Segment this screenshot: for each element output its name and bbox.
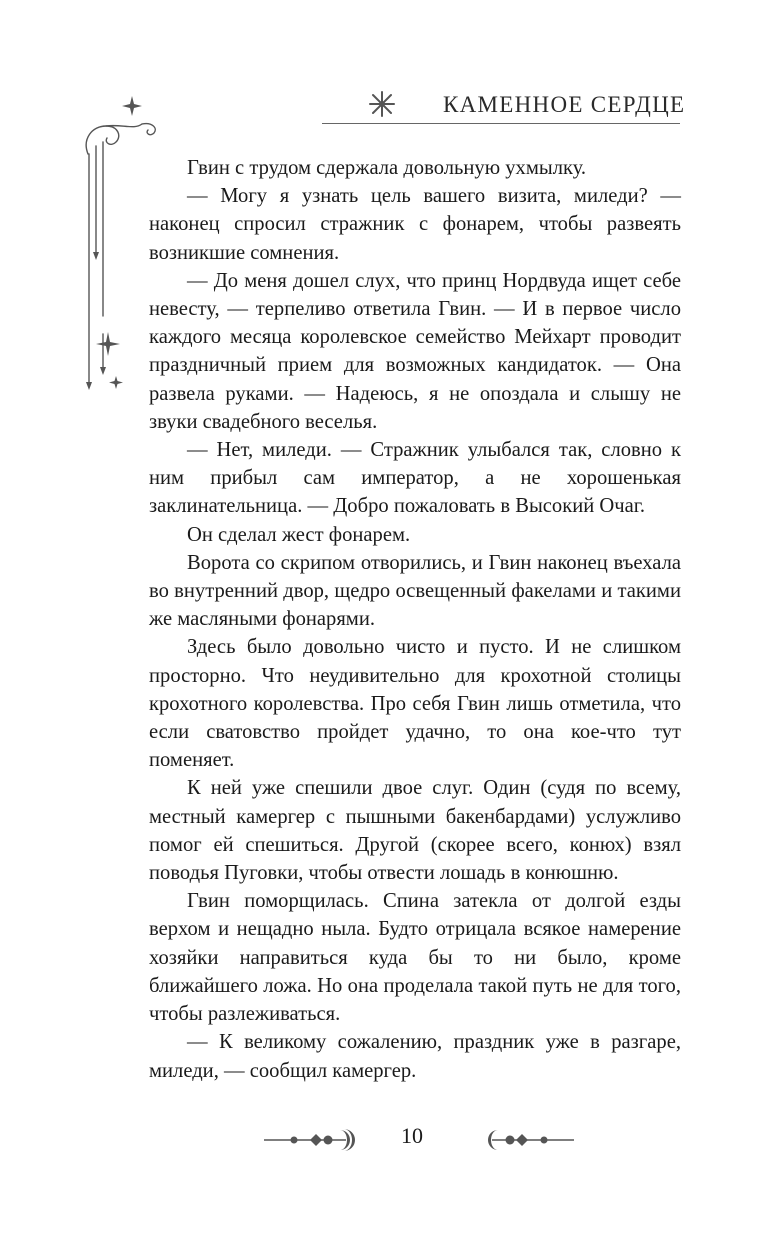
star-burst-icon	[368, 90, 396, 118]
paragraph: Гвин с трудом сдержала довольную ухмылку.	[187, 157, 587, 179]
running-header-title: КАМЕННОЕ СЕРДЦЕ	[443, 92, 686, 117]
main-text	[149, 154, 681, 1085]
moon-dots-ornament-icon	[264, 1125, 368, 1155]
paragraph: Здесь было довольно чисто и пусто. И не слишком просторно. Что неудивительно для крохотной столицы крохотного королевства. Про себя Гвин лишь отметила, что если сватовство пройдет удачно, то она кое-что тут поменяет.	[149, 636, 681, 772]
paragraph: — Нет, миледи. — Стражник улыбался так, словно к ним прибыл сам император, а не хорошенькая заклинательница. — Добро пожаловать в Высокий Очаг.	[149, 439, 681, 518]
paragraph: — К великому сожалению, праздник уже в разгаре, миледи, — сообщил камергер.	[149, 1031, 681, 1082]
paragraph: Ворота со скрипом отворились, и Гвин наконец въехала во внутренний двор, щедро освещенный факелами и такими же масляными фонарями.	[149, 551, 681, 631]
moon-dots-ornament-icon	[470, 1125, 574, 1155]
paragraph: Он сделал жест фонарем.	[187, 523, 411, 546]
paragraph: — До меня дошел слух, что принц Нордвуда ищет себе невесту, — терпеливо ответила Гвин. — И в первое число каждого месяца королевское семейство Мейхарт проводит праздничный прием для возможных кандидаток. — Она развела руками. — Надеюсь, я не опоздала и слышу не звуки свадебного веселья.	[149, 269, 681, 433]
paragraph: Гвин поморщилась. Спина затекла от долгой езды верхом и нещадно ныла. Будто отрицала всякое намерение хозяйки направиться куда бы то ни было, кроме ближайшего ложа. Но она проделала такой путь не для того, чтобы разлеживаться.	[149, 890, 681, 1026]
page-number: 10	[401, 1123, 423, 1148]
header-rule	[322, 123, 680, 124]
paragraph: К ней уже спешили двое слуг. Один (судя по всему, местный камергер с пышными бакенбардами) услужливо помог ей спешиться. Другой (скорее всего, конюх) взял поводья Пуговки, чтобы отвести лошадь в конюшню.	[149, 777, 681, 885]
paragraph: — Могу я узнать цель вашего визита, миледи? — наконец спросил стражник с фонарем, чтобы развеять возникшие сомнения.	[149, 185, 681, 264]
